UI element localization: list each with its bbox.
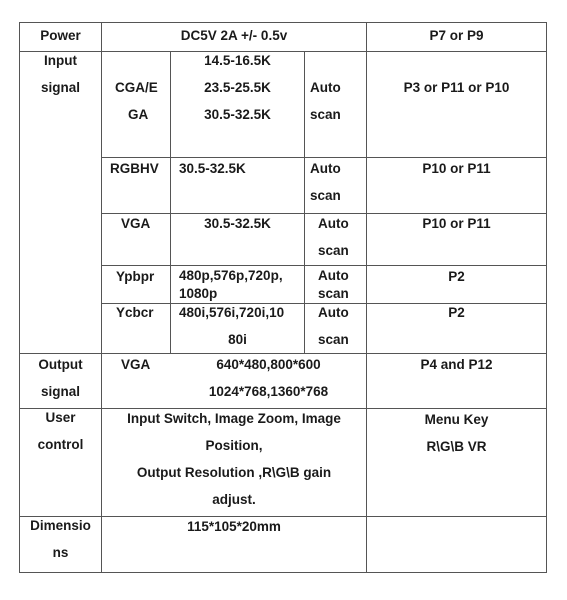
- ypbpr-freq-line1: 480p,576p,720p,: [179, 268, 283, 283]
- cga-name-line1: CGA/E: [115, 80, 158, 95]
- power-ports: P7 or P9: [429, 28, 484, 43]
- rgbhv-ports: P10 or P11: [422, 161, 491, 176]
- vga-input-name: VGA: [121, 216, 151, 231]
- ypbpr-name: Ypbpr: [116, 269, 155, 284]
- input-signal-label-line2: signal: [40, 80, 80, 95]
- rgbhv-mode-line1: Auto: [310, 161, 341, 176]
- ycbcr-freq-line1: 480i,576i,720i,10: [179, 305, 285, 320]
- cga-ports: P3 or P11 or P10: [403, 80, 510, 95]
- user-control-desc-line2: Position,: [205, 438, 263, 453]
- vga-input-freq: 30.5-32.5K: [204, 216, 271, 231]
- ycbcr-name: Ycbcr: [116, 305, 154, 320]
- ycbcr-freq-line2: 80i: [228, 332, 247, 347]
- rgbhv-mode-line2: scan: [310, 188, 341, 203]
- ycbcr-ports: P2: [448, 305, 465, 320]
- table-border-left: [19, 22, 20, 573]
- vga-input-mode-line1: Auto: [318, 216, 349, 231]
- vga-input-mode-line2: scan: [318, 243, 349, 258]
- vga-input-ports: P10 or P11: [422, 216, 491, 231]
- output-signal-label-line2: signal: [40, 384, 80, 399]
- ypbpr-ports: P2: [448, 269, 465, 284]
- input-signal-label-line1: Input: [44, 53, 77, 68]
- ycbcr-mode-line1: Auto: [318, 305, 349, 320]
- user-control-keys-line2: R\G\B VR: [426, 439, 487, 454]
- cga-freq-line2: 23.5-25.5K: [204, 80, 271, 95]
- dimensions-value: 115*105*20mm: [187, 519, 281, 534]
- user-control-desc-line1: Input Switch, Image Zoom, Image: [127, 411, 341, 426]
- rgbhv-name: RGBHV: [110, 161, 159, 176]
- dimensions-label-line1: Dimensio: [30, 518, 91, 533]
- user-control-keys-line1: Menu Key: [424, 412, 489, 427]
- cga-freq-line3: 30.5-32.5K: [204, 107, 271, 122]
- user-control-desc-line4: adjust.: [212, 492, 256, 507]
- table-border-bottom: [19, 572, 547, 573]
- col-divider-4: [366, 22, 367, 573]
- ycbcr-mode-line2: scan: [318, 332, 349, 347]
- power-label: Power: [40, 28, 81, 43]
- cga-mode-line2: scan: [310, 107, 341, 122]
- output-vga-name: VGA: [121, 357, 151, 372]
- output-res-line1: 640*480,800*600: [216, 357, 321, 372]
- user-control-label-line2: control: [37, 437, 84, 452]
- power-value: DC5V 2A +/- 0.5v: [180, 28, 288, 43]
- cga-mode-line1: Auto: [310, 80, 341, 95]
- user-control-label-line1: User: [45, 410, 76, 425]
- user-control-desc-line3: Output Resolution ,R\G\B gain: [136, 465, 332, 480]
- ypbpr-freq-line2: 1080p: [179, 286, 218, 301]
- rgbhv-freq: 30.5-32.5K: [179, 161, 246, 176]
- col-divider-3: [304, 51, 305, 354]
- ypbpr-mode-line2: scan: [318, 286, 349, 301]
- output-res-line2: 1024*768,1360*768: [208, 384, 329, 399]
- table-border-right: [546, 22, 547, 573]
- output-signal-label-line1: Output: [38, 357, 83, 372]
- cga-freq-line1: 14.5-16.5K: [204, 53, 271, 68]
- dimensions-label-line2: ns: [52, 545, 69, 560]
- cga-name-line2: GA: [128, 107, 149, 122]
- output-ports: P4 and P12: [420, 357, 493, 372]
- ypbpr-mode-line1: Auto: [318, 268, 349, 283]
